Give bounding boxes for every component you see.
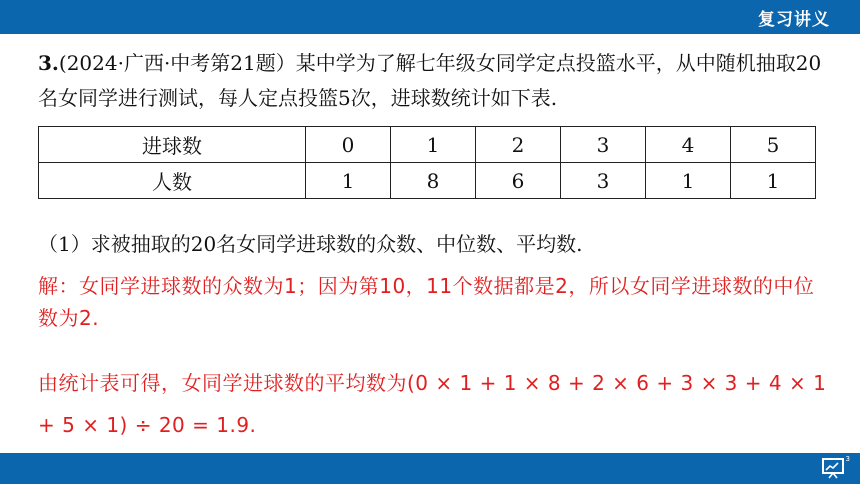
table-cell: 3: [561, 163, 646, 199]
data-table: [38, 126, 816, 199]
table-cell: 0: [306, 127, 391, 163]
row-header-goals: 进球数: [39, 127, 306, 163]
answer-line-2: 由统计表可得，女同学进球数的平均数为(0 × 1 + 1 × 8 + 2 × 6 + 3 × 3 + 4 × 1 + 5 × 1) ÷ 20 = 1.9.: [38, 371, 827, 437]
table-row: [39, 127, 816, 163]
header-label: 复习讲义: [758, 10, 830, 30]
row-header-count: 人数: [39, 163, 306, 199]
sub-question: （1）求被抽取的20名女同学进球数的众数、中位数、平均数.: [38, 232, 583, 256]
table-cell: 1: [391, 127, 476, 163]
page-number: 3: [845, 455, 850, 463]
header-bar: [0, 0, 860, 34]
table-cell: 1: [731, 163, 816, 199]
question-text: [38, 46, 828, 116]
table-cell: 5: [731, 127, 816, 163]
table-cell: 8: [391, 163, 476, 199]
table-cell: 6: [476, 163, 561, 199]
table-cell: 2: [476, 127, 561, 163]
presentation-icon: [820, 457, 846, 479]
table-cell: 1: [646, 163, 731, 199]
table-row: [39, 163, 816, 199]
question-body: (2024·广西·中考第21题）某中学为了解七年级女同学定点投篮水平，从中随机抽取20名女同学进行测试，每人定点投篮5次，进球数统计如下表.: [38, 51, 822, 110]
table-cell: 3: [561, 127, 646, 163]
answer-line-1: 解：女同学进球数的众数为1；因为第10，11个数据都是2，所以女同学进球数的中位数为2.: [38, 274, 815, 330]
footer-bar: [0, 453, 860, 484]
table-cell: 4: [646, 127, 731, 163]
table-cell: 1: [306, 163, 391, 199]
question-number: 3.: [38, 51, 59, 75]
